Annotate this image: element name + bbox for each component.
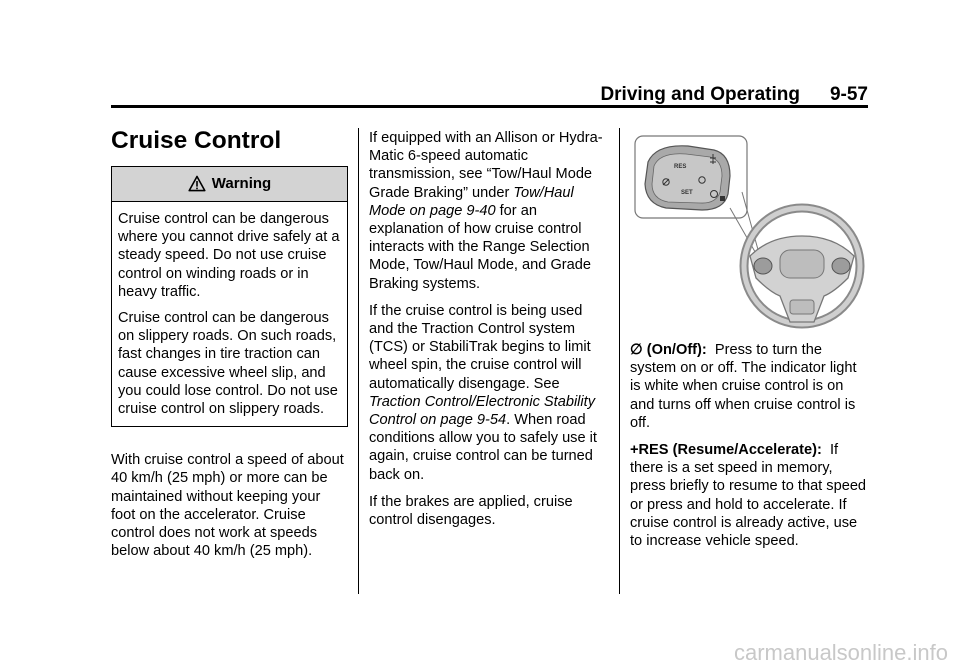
header-rule <box>111 105 868 108</box>
term-resume-accelerate: +RES (Resume/Accelerate): <box>630 442 822 459</box>
warning-header <box>112 167 347 202</box>
steering-wheel-figure <box>630 132 868 332</box>
body-paragraph: ∅ (On/Off): Press to turn the system on or off. The indicator light is white when cruise control is on and turns off when cruise control is off. <box>630 342 857 431</box>
steering-wheel-illustration <box>630 132 868 332</box>
column-divider <box>358 128 359 594</box>
column-2 <box>369 129 606 538</box>
warning-body <box>112 202 347 426</box>
warning-paragraph: Cruise control can be dangerous where you cannot drive safely at a steady speed. Do not use cruise control on winding roads or in heavy traffic. <box>118 211 340 300</box>
cross-reference-link[interactable]: Traction Control/Electronic Stability Control on page 9-54 <box>369 393 596 429</box>
warning-box <box>111 166 348 427</box>
section-title: Cruise Control <box>111 127 282 154</box>
body-paragraph: If equipped with an Allison or Hydra-Matic 6-speed automatic transmission, see “Tow/Haul Mode Grade Braking” under Tow/Haul Mode on page 9-40 for an explanation of how cruise control interacts with the Range Selection Mode, Tow/Haul Mode, and Grade Braking systems. <box>369 130 603 292</box>
on-off-symbol-icon: ∅ <box>630 342 643 358</box>
column-divider <box>619 128 620 594</box>
page-header <box>111 84 868 104</box>
body-paragraph: If the brakes are applied, cruise control disengages. <box>369 493 573 529</box>
column-3 <box>630 132 868 559</box>
header-title <box>600 84 868 106</box>
warning-paragraph: Cruise control can be dangerous on slippery roads. On such roads, fast changes in tire traction can cause excessive wheel slip, and you could lose control. Do not use cruise control on slippery roads. <box>118 310 338 418</box>
cross-reference-link[interactable]: Tow/Haul Mode on page 9-40 <box>369 184 574 219</box>
header-page-number: 9-57 <box>829 84 868 105</box>
column-1 <box>111 127 348 569</box>
warning-label: Warning <box>211 174 272 192</box>
watermark: carmanualsonline.info <box>733 640 948 665</box>
set-button-label: SET <box>681 190 693 196</box>
body-paragraph: If the cruise control is being used and the Traction Control system (TCS) or StabiliTrak begins to limit wheel spin, the cruise control will automatically disengage. See Traction Control/Electronic Stability Control on page 9-54. When road conditions allow you to safely use it again, cruise control can be turned back on. <box>369 302 597 483</box>
body-paragraph: With cruise control a speed of about 40 km/h (25 mph) or more can be maintained without keeping your foot on the accelerator. Cruise control does not work at speeds below about 40 km/h (25 mph). <box>111 452 344 560</box>
warning-icon <box>188 175 206 193</box>
body-paragraph: +RES (Resume/Accelerate): If there is a set speed in memory, press briefly to resume to that speed or press and hold to accelerate. If cruise control is already active, use to increase vehicle speed. <box>630 442 867 550</box>
term-on-off: (On/Off): <box>646 342 707 358</box>
header-section: Driving and Operating <box>600 84 800 105</box>
res-button-label: RES <box>674 164 687 170</box>
